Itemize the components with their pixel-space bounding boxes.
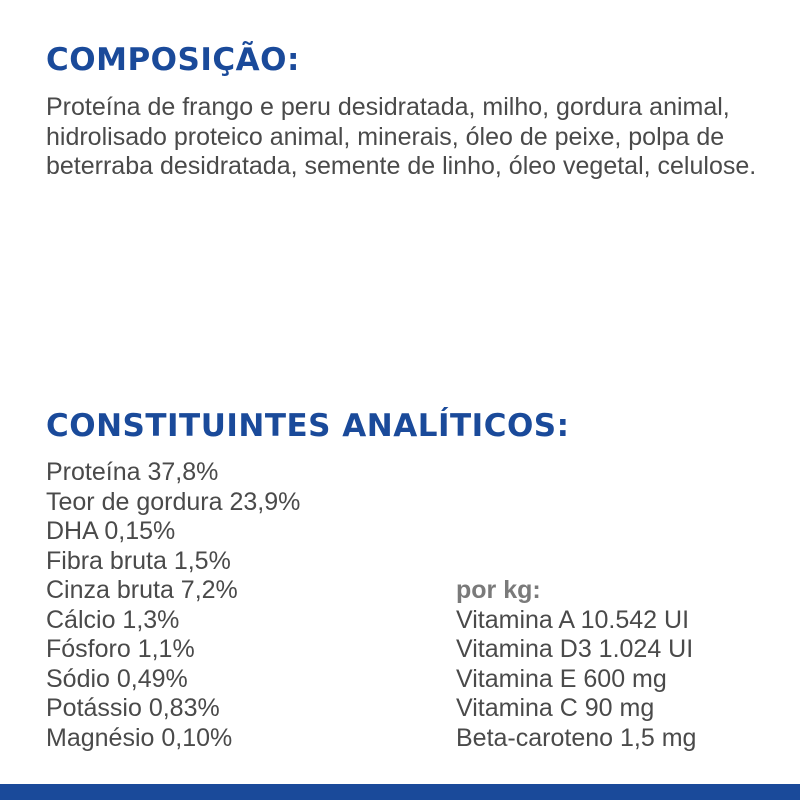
analytical-item: Cálcio 1,3% xyxy=(46,605,180,634)
vitamin-item: Vitamina A 10.542 UI xyxy=(456,605,690,634)
composition-text: Proteína de frango e peru desidratada, milho, gordura animal, hidrolisado proteico animal, minerais, óleo de peixe, polpa de beterraba desidratada, semente de linho, óleo vegetal, celulose. xyxy=(46,93,757,180)
per-kg-label: por kg: xyxy=(456,576,541,604)
analytical-constituents-heading: CONSTITUINTES ANALÍTICOS: xyxy=(46,408,570,444)
analytical-item: Proteína 37,8% xyxy=(46,458,219,486)
bottom-accent-bar xyxy=(0,784,800,800)
vitamin-item: Beta-caroteno 1,5 mg xyxy=(456,723,697,752)
analytical-item: Fibra bruta 1,5% xyxy=(46,546,231,575)
analytical-item: Fósforo 1,1% xyxy=(46,635,195,663)
vitamin-item: Vitamina E 600 mg xyxy=(456,664,667,693)
analytical-item: Cinza bruta 7,2% xyxy=(46,576,238,604)
analytical-item: Magnésio 0,10% xyxy=(46,723,233,752)
analytical-item: Teor de gordura 23,9% xyxy=(46,487,301,516)
analytical-item: Sódio 0,49% xyxy=(46,664,188,693)
analytical-item: Potássio 0,83% xyxy=(46,694,220,722)
analytical-item: DHA 0,15% xyxy=(46,517,176,545)
analytical-constituents-list xyxy=(46,458,300,753)
vitamin-item: Vitamina C 90 mg xyxy=(456,694,655,722)
composition-heading: COMPOSIÇÃO: xyxy=(46,42,300,78)
vitamin-item: Vitamina D3 1.024 UI xyxy=(456,635,694,663)
vitamins-per-kg-list xyxy=(456,576,696,753)
